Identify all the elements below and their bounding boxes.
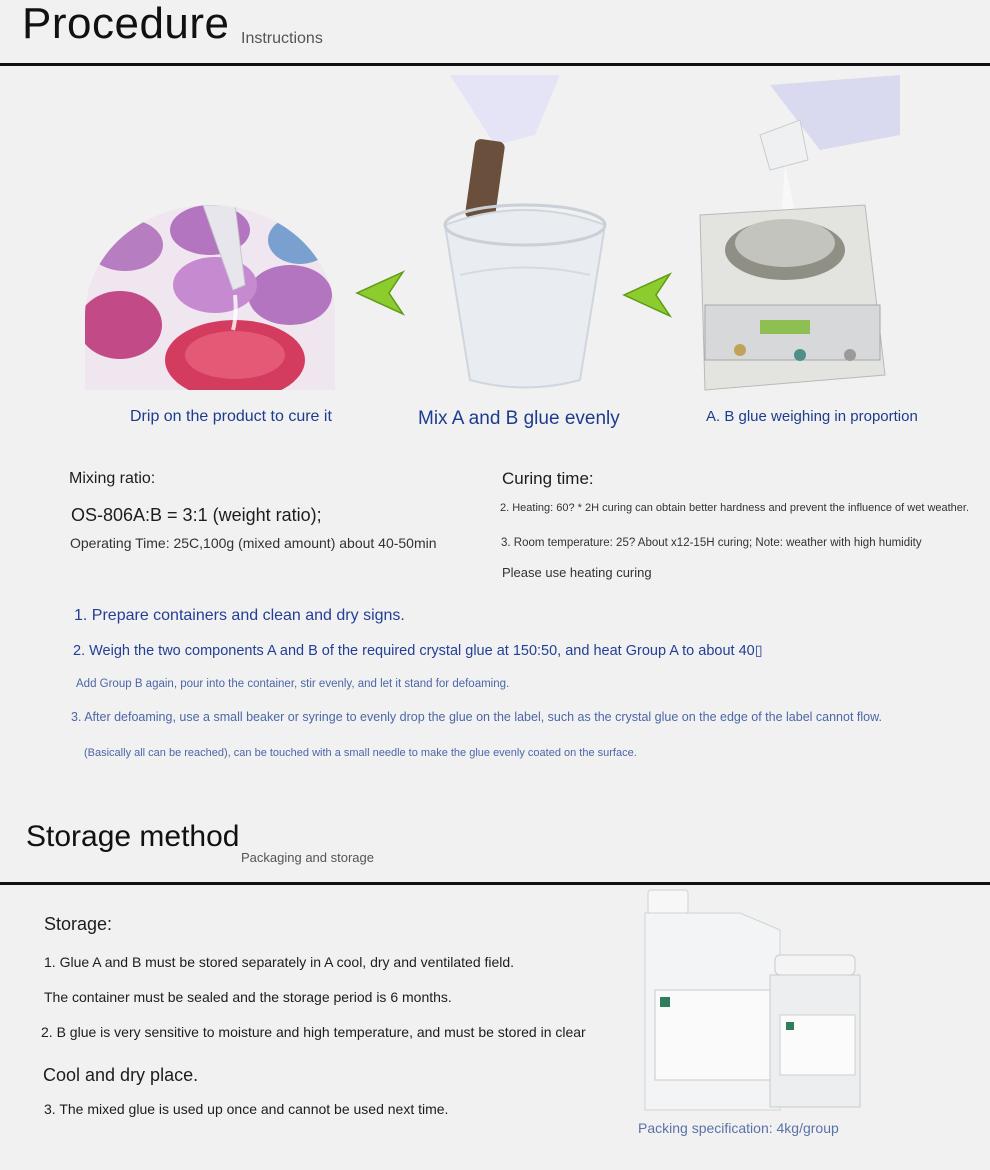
packing-spec: Packing specification: 4kg/group: [638, 1120, 839, 1136]
curing-heating: 2. Heating: 60? * 2H curing can obtain better hardness and prevent the influence of wet weather.: [500, 502, 970, 514]
mixing-ratio: OS-806A:B = 3:1 (weight ratio);: [71, 505, 322, 525]
curing-room: 3. Room temperature: 25? About x12-15H curing; Note: weather with high humidity: [501, 537, 922, 549]
caption-mix: Mix A and B glue evenly: [418, 408, 620, 429]
storage-line-1: 1. Glue A and B must be stored separately in A cool, dry and ventilated field.: [44, 954, 515, 970]
step-3: 3. After defoaming, use a small beaker or syringe to evenly drop the glue on the label, such as the crystal glue on the edge of the label cannot flow.: [71, 710, 882, 724]
step-3-continued: (Basically all can be reached), can be touched with a small needle to make the glue evenly coated on the surface.: [84, 747, 637, 759]
step-2-continued: Add Group B again, pour into the container, stir evenly, and let it stand for defoaming.: [76, 678, 510, 690]
arrow-left-icon: [355, 270, 405, 321]
curing-please: Please use heating curing: [502, 565, 652, 580]
storage-title: Storage method: [26, 820, 240, 853]
weighing-scale-image: [690, 75, 910, 395]
storage-line-5: 3. The mixed glue is used up once and cannot be used next time.: [44, 1101, 449, 1117]
mixing-heading: Mixing ratio:: [69, 470, 156, 487]
storage-heading: Storage:: [44, 914, 113, 934]
step-1: 1. Prepare containers and clean and dry signs.: [74, 607, 405, 624]
curing-heading: Curing time:: [502, 469, 594, 488]
procedure-subtitle: Instructions: [241, 30, 323, 47]
caption-weigh: A. B glue weighing in proportion: [706, 408, 918, 425]
storage-subtitle: Packaging and storage: [241, 850, 374, 865]
caption-drip: Drip on the product to cure it: [130, 408, 332, 425]
procedure-divider: [0, 63, 990, 66]
storage-line-2: The container must be sealed and the storage period is 6 months.: [44, 989, 452, 1005]
operating-time: Operating Time: 25C,100g (mixed amount) about 40-50min: [70, 535, 437, 551]
drip-on-labels-image: [85, 205, 335, 390]
mixing-cup-image: [430, 75, 620, 395]
storage-line-4: Cool and dry place.: [43, 1065, 199, 1085]
storage-line-3: 2. B glue is very sensitive to moisture and high temperature, and must be stored in clear: [41, 1024, 586, 1040]
procedure-title: Procedure: [22, 0, 230, 48]
arrow-left-icon: [622, 272, 672, 323]
step-2: 2. Weigh the two components A and B of the required crystal glue at 150:50, and heat Group A to about 40▯: [73, 643, 763, 659]
glue-bottles-image: [640, 885, 865, 1115]
